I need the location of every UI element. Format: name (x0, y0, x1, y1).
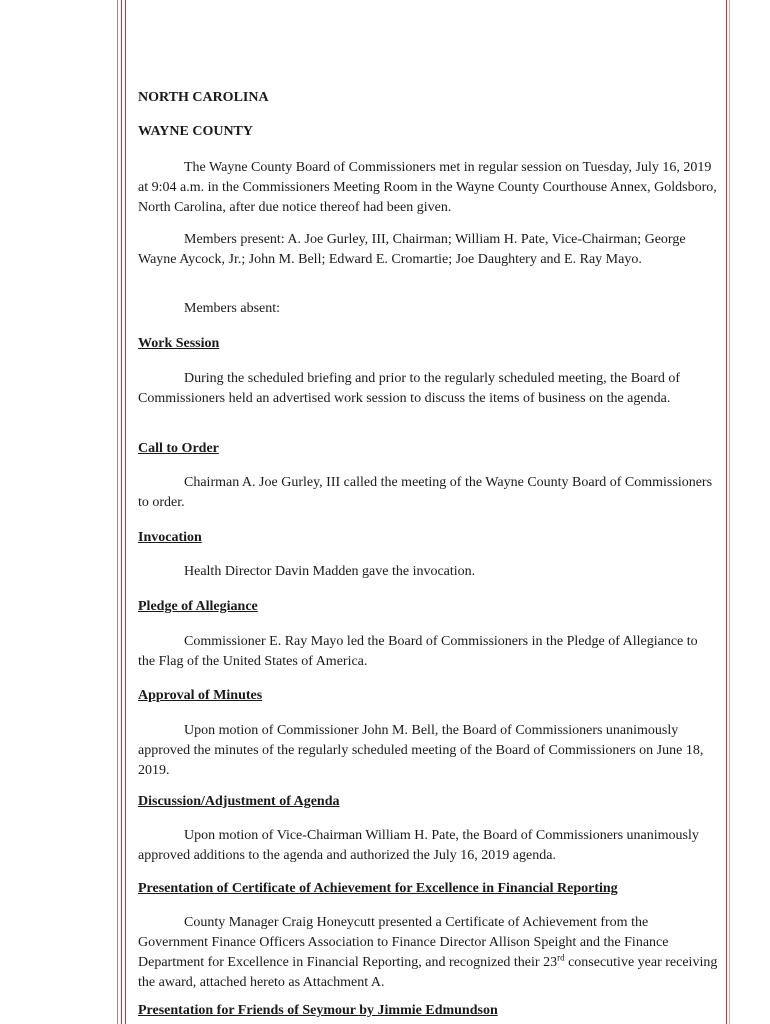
minutes-text: Upon motion of Commissioner John M. Bell, the Board of Commissioners unanimously approved the minutes of the regularly scheduled meeting of the Board of Commissioners on June 18, 2019. (138, 723, 704, 778)
agenda-heading: Discussion/Adjustment of Agenda (138, 794, 340, 809)
ordinal-suffix: rd (557, 952, 565, 963)
invocation-heading: Invocation (138, 530, 202, 545)
members-absent: Members absent: (184, 301, 281, 316)
invocation-text: Health Director Davin Madden gave the invocation. (184, 564, 476, 579)
intro-paragraph: The Wayne County Board of Commissioners met in regular session on Tuesday, July 16, 2019 at 9:04 a.m. in the Commissioners Meeting Room in the Wayne County Courthouse Annex, Goldsboro, North Carolina, after due notice thereof had been given. (138, 160, 717, 215)
certificate-text-end: consecutive year receiving the award, attached hereto as Attachment A. (138, 955, 718, 990)
call-to-order-heading: Call to Order (138, 441, 219, 456)
call-to-order-text: Chairman A. Joe Gurley, III called the meeting of the Wayne County Board of Commissioners to order. (138, 475, 713, 510)
certificate-heading: Presentation of Certificate of Achievement for Excellence in Financial Reporting (138, 881, 618, 896)
pledge-text: Commissioner E. Ray Mayo led the Board of Commissioners in the Pledge of Allegiance to the Flag of the United States of America. (138, 634, 698, 669)
pledge-heading: Pledge of Allegiance (138, 599, 258, 614)
work-session-text: During the scheduled briefing and prior to the regularly scheduled meeting, the Board of Commissioners held an advertised work session to discuss the items of business on the agenda. (138, 371, 681, 406)
agenda-text: Upon motion of Vice-Chairman William H. Pate, the Board of Commissioners unanimously approved additions to the agenda and authorized the July 16, 2019 agenda. (138, 828, 699, 863)
certificate-text (138, 913, 718, 993)
friends-heading: Presentation for Friends of Seymour by Jimmie Edmundson (138, 1003, 498, 1018)
state-heading: NORTH CAROLINA (138, 90, 269, 105)
certificate-text-start: County Manager Craig Honeycutt presented a Certificate of Achievement from the Government Finance Officers Association to Finance Director Allison Speight and the Finance Department for Excellence in Financial Reporting, and recognized their 23 (138, 915, 669, 970)
county-heading: WAYNE COUNTY (138, 124, 254, 139)
work-session-heading: Work Session (138, 336, 220, 351)
members-present: Members present: A. Joe Gurley, III, Chairman; William H. Pate, Vice-Chairman; George Wayne Aycock, Jr.; John M. Bell; Edward E. Cromartie; Joe Daughtery and E. Ray Mayo. (138, 232, 686, 267)
minutes-heading: Approval of Minutes (138, 688, 263, 703)
